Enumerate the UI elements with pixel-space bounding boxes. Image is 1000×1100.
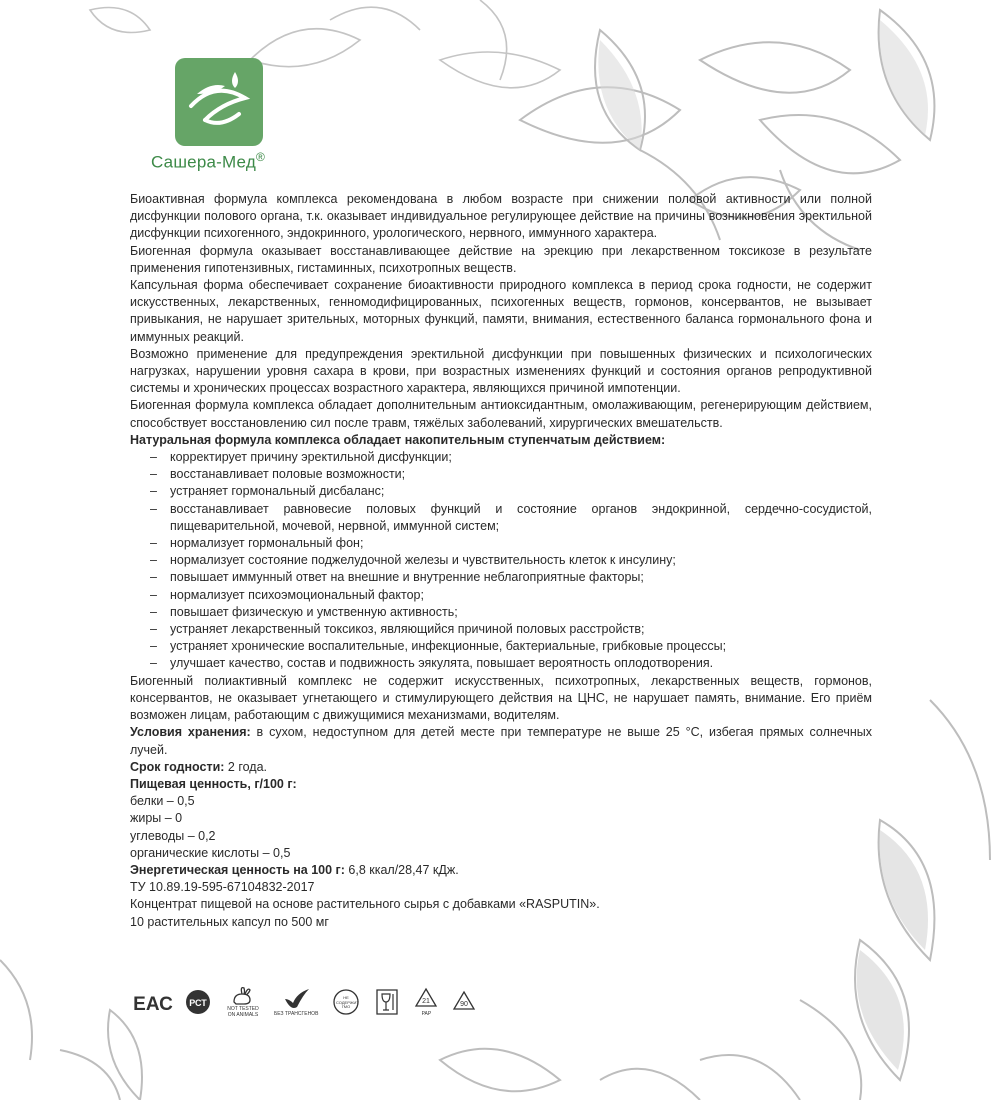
brand-logo: [175, 58, 263, 146]
list-item-text: нормализует гормональный фон;: [170, 536, 364, 551]
dash: –: [150, 553, 157, 568]
recycle-icon: [452, 990, 476, 1014]
nutrition-item: органические кислоты – 0,5: [130, 845, 291, 860]
list-item: [130, 483, 872, 500]
package-contents: 10 растительных капсул по 500 мг: [130, 914, 329, 929]
dash: –: [150, 622, 157, 637]
list-item: [130, 604, 872, 621]
nutrition-item: белки – 0,5: [130, 794, 195, 809]
dash: –: [150, 536, 157, 551]
no-gmo-icon: [332, 988, 360, 1016]
certification-marks: [133, 985, 476, 1019]
pap-recycle-mark: [414, 987, 438, 1017]
paragraph: Возможно применение для предупреждения эректильной дисфункции при повышенных физических и психологических нагрузках, нарушении уровня сахара в крови, при возрастных изменениях функций и состояния органов репродуктивной системы и хронических процессах возрастного характера, являющихся причиной импотенции.: [130, 346, 872, 396]
product-description: [130, 191, 872, 931]
no-transgene-mark: [274, 987, 318, 1017]
effects-heading-text: Натуральная формула комплекса обладает накопительным ступенчатым действием:: [130, 432, 666, 447]
recycle-icon: [414, 987, 438, 1011]
registered-mark: ®: [255, 150, 265, 164]
leaf-logo-icon: [175, 58, 263, 146]
list-item: [130, 552, 872, 569]
rabbit-icon: [228, 986, 258, 1006]
list-item-text: нормализует состояние поджелудочной железы и чувствительность клеток к инсулину;: [170, 553, 676, 568]
list-item: [130, 569, 872, 586]
recycle-number: 90: [460, 1001, 469, 1008]
brand-name-text: Сашера-Мед: [151, 152, 256, 172]
list-item-text: корректирует причину эректильной дисфункции;: [170, 450, 452, 465]
nutrition-item: жиры – 0: [130, 811, 183, 826]
recycle-mark: [452, 990, 476, 1014]
paragraph: Биоактивная формула комплекса рекомендована в любом возрасте при снижении половой активности или полной дисфункции полового органа, т.к. оказывает индивидуальное регулирующее действие на причины возникновения эректильной дисфункции психогенного, эндокринного, урологического, нервного, иммунного характера.: [130, 192, 872, 241]
rst-mark: [184, 988, 212, 1016]
list-item-text: нормализует психоэмоциональный фактор;: [170, 587, 424, 602]
nutrition-heading: [130, 776, 872, 793]
pap-number: 21: [422, 998, 431, 1005]
eac-icon: [133, 989, 173, 1015]
no-transgene-text: БЕЗ ТРАНСГЕНОВ: [274, 1011, 319, 1017]
list-item: [130, 466, 872, 483]
list-item: [130, 449, 872, 466]
dash: –: [150, 639, 157, 654]
effects-list: [130, 449, 872, 673]
list-item-text: повышает физическую и умственную активность;: [170, 604, 458, 619]
food-safe-mark: [374, 988, 400, 1016]
eac-mark: [133, 989, 173, 1015]
list-item: [130, 501, 872, 535]
paragraph: Биогенный полиактивный комплекс не содержит искусственных, психотропных, лекарственных веществ, гормонов, консервантов, не оказывает угнетающего и стимулирующего действия на ЦНС, не нарушает память, внимание. Его приём возможен лицам, работающим с движущимися механизмами, водителям.: [130, 673, 872, 723]
list-item-text: устраняет лекарственный токсикоз, являющийся причиной половых расстройств;: [170, 622, 645, 637]
paragraph: Биогенная формула комплекса обладает дополнительным антиоксидантным, омолаживающим, регенерирующим действием, способствует восстановлению сил после травм, тяжёлых заболеваний, хирургических вмешательств.: [130, 398, 872, 430]
pap-label: PAP: [421, 1011, 432, 1017]
rst-text: РСТ: [189, 998, 207, 1008]
energy-value: [130, 862, 872, 879]
product-type: Концентрат пищевой на основе растительного сырья с добавками «RASPUTIN».: [130, 897, 600, 912]
storage-text: в сухом, недоступном для детей месте при температуре не выше 25 °С, избегая прямых солнечных лучей.: [130, 725, 872, 757]
nutrition-label: Пищевая ценность, г/100 г:: [130, 776, 297, 791]
list-item: [130, 621, 872, 638]
no-gmo-text: НЕ СОДЕРЖИТ ГМО: [336, 995, 360, 1009]
list-item: [130, 638, 872, 655]
list-item-text: восстанавливает равновесие половых функций и состояние органов эндокринной, сердечно-сосудистой, пищеварительной, мочевой, нервной, иммунной систем;: [170, 501, 872, 533]
not-tested-mark: [226, 986, 260, 1018]
nutrition-item: углеводы – 0,2: [130, 828, 216, 843]
dash: –: [150, 656, 157, 671]
shelf-life-label: Срок годности:: [130, 759, 225, 774]
list-item-text: восстанавливает половые возможности;: [170, 467, 406, 482]
paragraph: Капсульная форма обеспечивает сохранение биоактивности природного комплекса в период срока годности, не содержит искусственных, лекарственных, генномодифицированных, психогенных веществ, гормонов, консервантов, не вызывает привыкания, не нарушает зрительных, моторных функций, памяти, внимания, естественного баланса гормонального фона и иммунных реакций.: [130, 278, 872, 344]
effects-heading: [130, 432, 872, 449]
tech-spec: ТУ 10.89.19-595-67104832-2017: [130, 880, 315, 895]
list-item: [130, 655, 872, 672]
eac-text: ЕАС: [133, 994, 173, 1015]
list-item-text: повышает иммунный ответ на внешние и внутренние неблагоприятные факторы;: [170, 570, 644, 585]
rst-icon: [184, 988, 212, 1016]
paragraph: Биогенная формула оказывает восстанавливающее действие на эрекцию при лекарственном токсикозе в результате применения гипотензивных, гистаминных, психотропных веществ.: [130, 243, 872, 275]
glass-fork-icon: [374, 988, 400, 1016]
dash: –: [150, 587, 157, 602]
dash: –: [150, 570, 157, 585]
dash: –: [150, 484, 157, 499]
shelf-life-text: 2 года.: [224, 759, 267, 774]
leaf-check-icon: [281, 987, 311, 1011]
storage-conditions: [130, 724, 872, 758]
brand-name: [151, 150, 265, 173]
not-tested-text: NOT TESTED ON ANIMALS: [227, 1006, 259, 1018]
list-item: [130, 587, 872, 604]
list-item-text: устраняет гормональный дисбаланс;: [170, 484, 385, 499]
list-item-text: устраняет хронические воспалительные, инфекционные, бактериальные, грибковые процессы;: [170, 639, 727, 654]
shelf-life: [130, 759, 872, 776]
no-gmo-mark: [332, 988, 360, 1016]
list-item-text: улучшает качество, состав и подвижность эякулята, повышает вероятность оплодотворения.: [170, 656, 714, 671]
dash: –: [150, 450, 157, 465]
list-item: [130, 535, 872, 552]
dash: –: [150, 467, 157, 482]
dash: –: [150, 501, 157, 516]
dash: –: [150, 604, 157, 619]
energy-text: 6,8 ккал/28,47 кДж.: [344, 862, 459, 877]
storage-label: Условия хранения:: [130, 725, 251, 740]
energy-label: Энергетическая ценность на 100 г:: [130, 862, 345, 877]
